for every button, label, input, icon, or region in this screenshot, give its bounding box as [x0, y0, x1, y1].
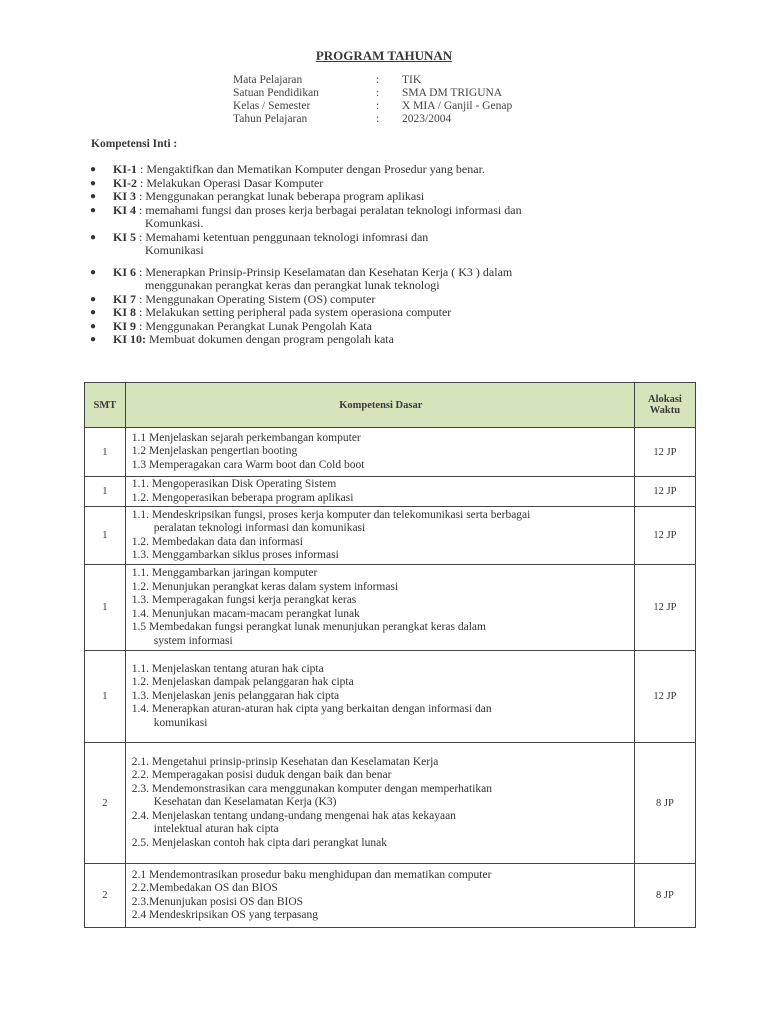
bullet-icon: ●: [90, 204, 97, 216]
table-row: [85, 651, 696, 743]
bullet-icon: ●: [90, 177, 97, 189]
header-alokasi-waktu: [634, 383, 695, 428]
ki-text: [113, 306, 633, 320]
table-row: [85, 428, 696, 477]
cell-alokasi-waktu: 12 JP: [634, 565, 695, 651]
ki-description: Menggunakan perangkat lunak beberapa program aplikasi: [145, 189, 425, 203]
table-row: [85, 565, 696, 651]
ki-separator: :: [136, 229, 146, 244]
kd-line: intelektual aturan hak cipta: [153, 823, 279, 836]
table-row: [85, 477, 696, 507]
kd-line: 1.2. Membedakan data dan informasi: [131, 535, 303, 548]
bullet-icon: ●: [90, 320, 97, 332]
cell-smt: 1: [85, 477, 126, 507]
bullet-icon: ●: [90, 293, 97, 305]
meta-value: 2023/2004: [402, 113, 452, 125]
kd-line: 1.2. Menjelaskan dampak pelanggaran hak cipta: [131, 676, 354, 689]
kd-line: 2.4. Menjelaskan tentang undang-undang mengenai hak atas kekayaan: [131, 809, 456, 822]
meta-colon: :: [376, 100, 380, 112]
kd-line: 2.3.Menunjukan posisi OS dan BIOS: [131, 895, 304, 908]
header-alokasi-line-1: Alokasi: [647, 394, 682, 405]
ki-separator: :: [136, 264, 146, 279]
ki-separator: :: [136, 291, 146, 306]
ki-description: Menggunakan Operating Sistem (OS) computer: [145, 291, 376, 306]
ki-separator: :: [136, 318, 146, 333]
document-meta: [233, 74, 512, 126]
kd-line: 1.2. Menunjukan perangkat keras dalam system informasi: [131, 580, 399, 593]
cell-smt: 2: [85, 743, 126, 864]
kd-line: komunikasi: [153, 716, 208, 729]
kd-line: 2.4 Mendeskripsikan OS yang terpasang: [131, 909, 318, 921]
ki-separator: :: [137, 162, 147, 176]
ki-code: KI 4: [113, 202, 137, 217]
kd-line: 1.1. Menjelaskan tentang aturan hak cipta: [131, 662, 324, 675]
kd-line: 2.2.Membedakan OS dan BIOS: [131, 882, 278, 894]
bullet-icon: ●: [90, 266, 97, 278]
kd-line: 2.1. Mengetahui prinsip-prinsip Kesehatan dan Keselamatan Kerja: [131, 755, 439, 768]
header-smt: SMT: [85, 383, 126, 428]
meta-row: [233, 74, 512, 87]
ki-item: [0, 204, 768, 231]
meta-value: X MIA / Ganjil - Genap: [402, 100, 513, 112]
bullet-icon: ●: [90, 231, 97, 243]
ki-description: Melakukan setting peripheral pada system operasiona computer: [145, 305, 452, 319]
ki-heading: Kompetensi Inti :: [91, 138, 178, 150]
ki-description: Komunkasi.: [145, 216, 204, 230]
meta-row: [233, 100, 512, 113]
ki-description: Melakukan Operasi Dasar Komputer: [146, 175, 324, 190]
kd-line: 1.5 Membedakan fungsi perangkat lunak menunjukan perangkat keras dalam: [131, 621, 486, 633]
ki-item: [0, 163, 768, 177]
cell-smt: 1: [85, 651, 126, 743]
kd-line: 1.3. Menjelaskan jenis pelanggaran hak cipta: [131, 689, 340, 702]
kd-line: 1.4. Menerapkan aturan-aturan hak cipta yang berkaitan dengan informasi dan: [131, 703, 492, 716]
cell-kompetensi-dasar: [125, 864, 634, 928]
kd-line: 1.3. Menggambarkan siklus proses informasi: [131, 549, 339, 561]
cell-alokasi-waktu: 12 JP: [634, 651, 695, 743]
ki-text: [113, 177, 633, 191]
bullet-icon: ●: [90, 191, 97, 202]
ki-text: [113, 204, 633, 231]
cell-smt: 2: [85, 864, 126, 928]
ki-description: Menggunakan Perangkat Lunak Pengolah Kata: [145, 318, 372, 333]
meta-value: TIK: [402, 74, 422, 86]
ki-separator: :: [136, 305, 146, 319]
meta-colon: :: [376, 74, 380, 86]
ki-item: [0, 190, 768, 204]
ki-description: Mengaktifkan dan Mematikan Komputer dengan Prosedur yang benar.: [146, 162, 485, 176]
ki-description: Menerapkan Prinsip-Prinsip Keselamatan dan Kesehatan Kerja ( K3 ) dalam: [145, 264, 513, 279]
ki-code: KI 5: [113, 229, 137, 244]
ki-code: KI 3: [113, 189, 137, 203]
table-row: [85, 743, 696, 864]
bullet-icon: ●: [90, 307, 97, 318]
meta-colon: :: [376, 113, 380, 125]
kd-line: 2.3. Mendemonstrasikan cara menggunakan komputer dengan memperhatikan: [131, 782, 493, 795]
ki-text: [113, 231, 633, 258]
table-header-row: [85, 383, 696, 428]
meta-row: [233, 113, 512, 126]
ki-item: [0, 320, 768, 334]
cell-alokasi-waktu: 8 JP: [634, 743, 695, 864]
ki-item: [0, 293, 768, 307]
header-kompetensi-dasar: Kompetensi Dasar: [125, 383, 634, 428]
kd-line: 1.1. Mengoperasikan Disk Operating Sistem: [131, 478, 337, 490]
kd-line: 2.2. Memperagakan posisi duduk dengan baik dan benar: [131, 769, 392, 782]
ki-description: menggunakan perangkat keras dan perangkat lunak teknologi: [145, 278, 440, 292]
kd-line: 1.1. Mendeskripsikan fungsi, proses kerja komputer dan telekomunikasi serta berbagai: [131, 508, 531, 521]
ki-code: KI 7: [113, 291, 137, 306]
cell-kompetensi-dasar: [125, 507, 634, 565]
ki-separator: :: [136, 202, 146, 217]
meta-colon: :: [376, 87, 380, 99]
header-alokasi-line-2: Waktu: [649, 405, 681, 416]
ki-item: [0, 306, 768, 320]
ki-text: [113, 333, 633, 347]
meta-label: Kelas / Semester: [233, 100, 311, 112]
ki-text: [113, 320, 633, 334]
ki-code: KI-1: [113, 162, 137, 176]
cell-kompetensi-dasar: [125, 565, 634, 651]
cell-alokasi-waktu: 12 JP: [634, 507, 695, 565]
bullet-icon: ●: [90, 164, 97, 175]
kd-line: 2.1 Mendemontrasikan prosedur baku menghidupan dan mematikan computer: [131, 868, 492, 881]
kd-line: 1.2. Mengoperasikan beberapa program aplikasi: [131, 491, 354, 504]
cell-kompetensi-dasar: [125, 743, 634, 864]
ki-code: KI 10:: [113, 332, 146, 346]
cell-kompetensi-dasar: [125, 477, 634, 507]
cell-alokasi-waktu: 12 JP: [634, 477, 695, 507]
bullet-icon: ●: [90, 334, 97, 345]
ki-item: [0, 177, 768, 191]
cell-alokasi-waktu: 12 JP: [634, 428, 695, 477]
ki-list: [0, 163, 768, 347]
cell-smt: 1: [85, 565, 126, 651]
ki-text: [113, 293, 633, 307]
cell-smt: 1: [85, 428, 126, 477]
ki-code: KI-2: [113, 175, 137, 190]
ki-item: [0, 333, 768, 347]
ki-text: [113, 266, 633, 293]
kd-line: 1.1. Menggambarkan jaringan komputer: [131, 567, 318, 579]
kd-line: Kesehatan dan Keselamatan Kerja (K3): [153, 796, 337, 809]
ki-code: KI 9: [113, 318, 137, 333]
kd-line: 1.2 Menjelaskan pengertian booting: [131, 445, 298, 458]
kd-line: 1.4. Menunjukan macam-macam perangkat lunak: [131, 607, 360, 620]
ki-separator: :: [136, 189, 146, 203]
page-title: PROGRAM TAHUNAN: [315, 48, 453, 63]
meta-label: Tahun Pelajaran: [233, 113, 308, 125]
ki-description: Komunikasi: [145, 243, 204, 257]
cell-kompetensi-dasar: [125, 428, 634, 477]
ki-description: Memahami ketentuan penggunaan teknologi infomrasi dan: [145, 229, 429, 244]
ki-description: memahami fungsi dan proses kerja berbagai peralatan teknologi informasi dan: [145, 202, 522, 217]
kd-line: 1.3. Memperagakan fungsi kerja perangkat keras: [131, 594, 357, 606]
ki-code: KI 8: [113, 305, 137, 319]
ki-text: [113, 163, 633, 177]
cell-smt: 1: [85, 507, 126, 565]
ki-text: [113, 190, 633, 204]
kompetensi-dasar-table: [84, 382, 696, 928]
kd-line: peralatan teknologi informasi dan komunikasi: [153, 522, 366, 534]
table-row: [85, 507, 696, 565]
cell-alokasi-waktu: 8 JP: [634, 864, 695, 928]
kd-line: 1.1 Menjelaskan sejarah perkembangan komputer: [131, 431, 361, 444]
meta-value: SMA DM TRIGUNA: [402, 87, 503, 99]
meta-label: Satuan Pendidikan: [233, 87, 319, 99]
cell-kompetensi-dasar: [125, 651, 634, 743]
kd-line: system informasi: [153, 634, 233, 647]
ki-item: [0, 231, 768, 258]
meta-label: Mata Pelajaran: [233, 74, 303, 86]
ki-description: Membuat dokumen dengan program pengolah kata: [149, 332, 394, 346]
meta-row: [233, 87, 512, 100]
kd-line: 1.3 Memperagakan cara Warm boot dan Cold boot: [131, 458, 365, 471]
ki-separator: :: [137, 175, 147, 190]
ki-item: [0, 266, 768, 293]
ki-code: KI 6: [113, 264, 137, 279]
kd-line: 2.5. Menjelaskan contoh hak cipta dari perangkat lunak: [131, 836, 387, 849]
table-row: [85, 864, 696, 928]
